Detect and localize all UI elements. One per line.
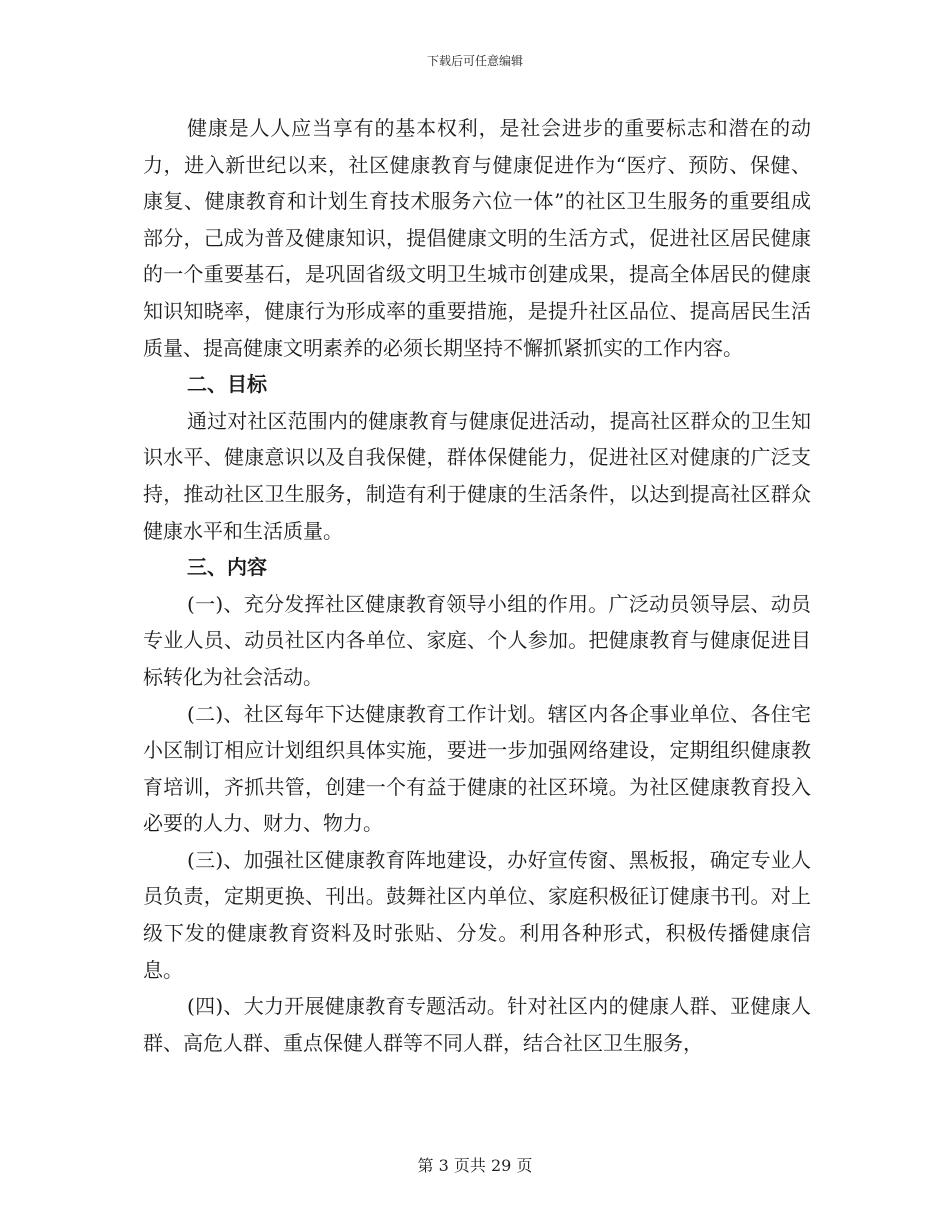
- goals-paragraph: 通过对社区范围内的健康教育与健康促进活动，提高社区群众的卫生知识水平、健康意识以及自我保健，群体保健能力，促进社区对健康的广泛支持，推动社区卫生服务，制造有利于健康的生活条件，以达到提高社区群众健康水平和生活质量。: [143, 408, 811, 543]
- content-item-4: (四)、大力开展健康教育专题活动。针对社区内的健康人群、亚健康人群、高危人群、重点保健人群等不同人群，结合社区卫生服务，: [143, 994, 811, 1055]
- section-heading-content: 三、内容: [187, 555, 267, 580]
- intro-paragraph: 健康是人人应当享有的基本权利，是社会进步的重要标志和潜在的动力，进入新世纪以来，社区健康教育与健康促进作为“医疗、预防、保健、康复、健康教育和计划生育技术服务六位一体”的社区卫生服务的重要组成部分，己成为普及健康知识，提倡健康文明的生活方式，促进社区居民健康的一个重要基石，是巩固省级文明卫生城市创建成果，提高全体居民的健康知识知晓率，健康行为形成率的重要措施，是提升社区品位、提高居民生活质量、提高健康文明素养的必须长期坚持不懈抓紧抓实的工作内容。: [143, 116, 811, 360]
- content-item-1: (一)、充分发挥社区健康教育领导小组的作用。广泛动员领导层、动员专业人员、动员社区内各单位、家庭、个人参加。把健康教育与健康促进目标转化为社会活动。: [143, 591, 811, 689]
- page-number: 第 3 页共 29 页: [417, 1156, 533, 1175]
- section-heading-goals: 二、目标: [187, 372, 267, 397]
- content-item-2: (二)、社区每年下达健康教育工作计划。辖区内各企事业单位、各住宅小区制订相应计划组织具体实施，要进一步加强网络建设，定期组织健康教育培训，齐抓共管，创建一个有益于健康的社区环境。为社区健康教育投入必要的人力、财力、物力。: [143, 701, 811, 836]
- content-item-3: (三)、加强社区健康教育阵地建设，办好宣传窗、黑板报，确定专业人员负责，定期更换、刊出。鼓舞社区内单位、家庭积极征订健康书刊。对上级下发的健康教育资料及时张贴、分发。利用各种形式，积极传播健康信息。: [143, 847, 811, 982]
- document-body: [143, 110, 811, 1061]
- page-header: 下载后可任意编辑: [426, 54, 523, 68]
